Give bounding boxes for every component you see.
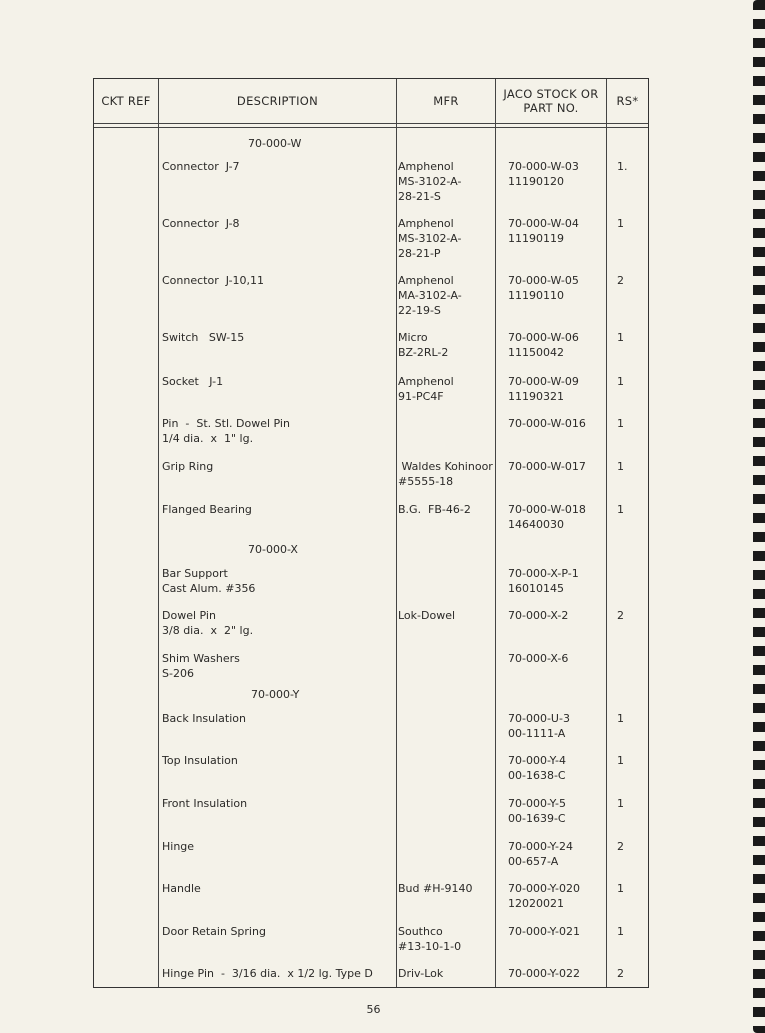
page-number: 56 [366,1003,381,1016]
row-manufacturer: Bud #H-9140 [398,882,473,895]
column-divider [396,79,397,987]
row-rs-quantity: 2 [617,274,624,287]
row-rs-quantity: 1 [617,882,624,895]
row-rs-quantity: 1 [617,754,624,767]
header-divider [94,123,648,124]
row-rs-quantity: 1 [617,417,624,430]
row-description: Connector J-7 [162,160,240,173]
row-description: Socket J-1 [162,375,224,388]
group-heading-x: 70-000-X [248,543,298,556]
row-part-number: 70-000-W-06 11150042 [508,331,579,359]
column-divider [158,79,159,987]
header-part-no-line2: PART NO. [523,101,579,115]
row-manufacturer: Southco #13-10-1-0 [398,925,462,953]
row-part-number: 70-000-X-P-1 16010145 [508,567,579,595]
header-divider [94,127,648,128]
row-description: Back Insulation [162,712,246,725]
row-rs-quantity: 1 [617,925,624,938]
row-part-number: 70-000-X-2 [508,609,569,622]
row-rs-quantity: 1 [617,460,624,473]
row-rs-quantity: 1 [617,217,624,230]
group-heading-w: 70-000-W [248,137,302,150]
row-part-number: 70-000-W-018 14640030 [508,503,586,531]
row-rs-quantity: 1. [617,160,628,173]
row-description: Connector J-8 [162,217,240,230]
row-description: Handle [162,882,201,895]
row-description: Door Retain Spring [162,925,266,938]
row-description: Pin - St. Stl. Dowel Pin 1/4 dia. x 1" lg. [162,417,290,445]
row-part-number: 70-000-W-03 11190120 [508,160,579,188]
row-part-number: 70-000-W-04 11190119 [508,217,579,245]
row-part-number: 70-000-U-3 00-1111-A [508,712,570,740]
header-description: DESCRIPTION [236,93,319,108]
row-description: Connector J-10,11 [162,274,265,287]
row-part-number: 70-000-Y-4 00-1638-C [508,754,567,782]
row-part-number: 70-000-W-016 [508,417,586,430]
row-rs-quantity: 1 [617,797,624,810]
row-rs-quantity: 2 [617,609,624,622]
row-part-number: 70-000-Y-022 [508,967,581,980]
header-rs: RS* [616,93,639,108]
row-rs-quantity: 2 [617,840,624,853]
header-part-no [496,79,606,123]
header-part-no-line1: JACO STOCK OR [503,86,599,101]
row-rs-quantity: 1 [617,503,624,516]
row-description: Switch SW-15 [162,331,245,344]
row-manufacturer: Driv-Lok [398,967,444,980]
row-description: Bar Support Cast Alum. #356 [162,567,256,595]
row-manufacturer: Micro BZ-2RL-2 [398,331,449,359]
row-description: Shim Washers S-206 [162,652,240,680]
row-description: Front Insulation [162,797,248,810]
row-rs-quantity: 2 [617,967,624,980]
row-part-number: 70-000-Y-021 [508,925,581,938]
row-manufacturer: Amphenol MS-3102-A- 28-21-P [398,217,462,260]
row-manufacturer: Waldes Kohinoor #5555-18 [398,460,493,488]
row-part-number: 70-000-W-05 11190110 [508,274,579,302]
header-ckt-ref: CKT REF [101,93,151,108]
row-rs-quantity: 1 [617,712,624,725]
row-description: Top Insulation [162,754,238,767]
group-heading-y: 70-000-Y [251,688,300,701]
row-part-number: 70-000-Y-5 00-1639-C [508,797,567,825]
row-description: Hinge Pin - 3/16 dia. x 1/2 lg. Type D [162,967,373,980]
binder-spine [753,0,765,1033]
row-manufacturer: Amphenol MS-3102-A- 28-21-S [398,160,462,203]
header-mfr: MFR [433,93,459,108]
row-description: Hinge [162,840,195,853]
row-part-number: 70-000-W-09 11190321 [508,375,579,403]
row-part-number: 70-000-Y-24 00-657-A [508,840,574,868]
row-rs-quantity: 1 [617,331,624,344]
row-manufacturer: Amphenol MA-3102-A- 22-19-S [398,274,462,317]
row-part-number: 70-000-Y-020 12020021 [508,882,581,910]
row-part-number: 70-000-X-6 [508,652,569,665]
row-description: Grip Ring [162,460,214,473]
row-manufacturer: Amphenol 91-PC4F [398,375,454,403]
row-rs-quantity: 1 [617,375,624,388]
column-divider [495,79,496,987]
row-description: Flanged Bearing [162,503,252,516]
row-manufacturer: Lok-Dowel [398,609,456,622]
row-description: Dowel Pin 3/8 dia. x 2" lg. [162,609,254,637]
row-manufacturer: B.G. FB-46-2 [398,503,471,516]
column-divider [606,79,607,987]
row-part-number: 70-000-W-017 [508,460,586,473]
